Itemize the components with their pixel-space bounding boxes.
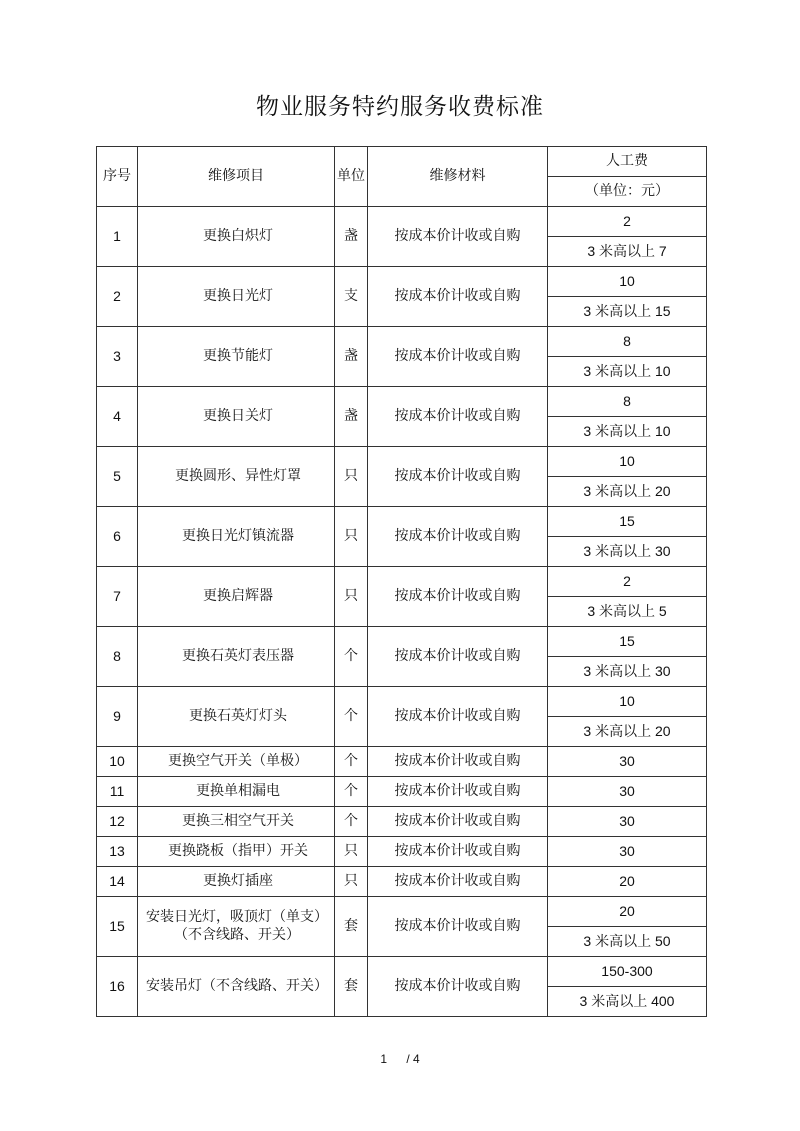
row-item: 更换节能灯 [138, 327, 335, 387]
row-material: 按成本价计收或自购 [368, 777, 548, 807]
row-unit: 只 [335, 567, 368, 627]
header-fee-unit: （单位：元） [548, 177, 707, 207]
row-item: 安装吊灯（不含线路、开关） [138, 957, 335, 1017]
table-row [97, 687, 707, 717]
table-row [97, 867, 707, 897]
row-fee-high: 3 米高以上 50 [548, 927, 707, 957]
table-row [97, 567, 707, 597]
row-fee: 2 [548, 207, 707, 237]
row-fee: 2 [548, 567, 707, 597]
row-fee-high: 3 米高以上 10 [548, 417, 707, 447]
row-item: 更换日关灯 [138, 387, 335, 447]
table-row [97, 627, 707, 657]
row-fee: 30 [548, 747, 707, 777]
row-material: 按成本价计收或自购 [368, 267, 548, 327]
row-number: 3 [97, 327, 138, 387]
row-unit: 套 [335, 957, 368, 1017]
row-material: 按成本价计收或自购 [368, 867, 548, 897]
row-fee-high: 3 米高以上 7 [548, 237, 707, 267]
row-material: 按成本价计收或自购 [368, 747, 548, 777]
row-unit: 只 [335, 837, 368, 867]
header-material: 维修材料 [368, 147, 548, 207]
row-item: 更换石英灯灯头 [138, 687, 335, 747]
row-unit: 只 [335, 867, 368, 897]
header-row [97, 147, 707, 177]
row-unit: 个 [335, 747, 368, 777]
row-fee: 15 [548, 507, 707, 537]
row-unit: 盏 [335, 207, 368, 267]
row-unit: 只 [335, 447, 368, 507]
row-fee: 20 [548, 867, 707, 897]
row-fee-high: 3 米高以上 10 [548, 357, 707, 387]
row-fee: 10 [548, 267, 707, 297]
row-number: 16 [97, 957, 138, 1017]
row-number: 1 [97, 207, 138, 267]
row-fee-high: 3 米高以上 30 [548, 657, 707, 687]
row-number: 7 [97, 567, 138, 627]
page-total: / 4 [406, 1052, 420, 1066]
row-item: 更换灯插座 [138, 867, 335, 897]
page-footer [0, 1052, 800, 1066]
table-row [97, 957, 707, 987]
row-item: 更换石英灯表压器 [138, 627, 335, 687]
row-material: 按成本价计收或自购 [368, 387, 548, 447]
row-number: 11 [97, 777, 138, 807]
row-fee: 150-300 [548, 957, 707, 987]
row-fee: 30 [548, 777, 707, 807]
row-fee: 30 [548, 807, 707, 837]
row-number: 2 [97, 267, 138, 327]
header-no: 序号 [97, 147, 138, 207]
row-fee: 15 [548, 627, 707, 657]
row-fee-high: 3 米高以上 400 [548, 987, 707, 1017]
table-row [97, 207, 707, 237]
row-unit: 只 [335, 507, 368, 567]
row-material: 按成本价计收或自购 [368, 207, 548, 267]
table-row [97, 837, 707, 867]
page-number: 1 [380, 1052, 387, 1066]
row-material: 按成本价计收或自购 [368, 447, 548, 507]
table-row [97, 387, 707, 417]
row-material: 按成本价计收或自购 [368, 567, 548, 627]
row-number: 5 [97, 447, 138, 507]
row-number: 13 [97, 837, 138, 867]
row-number: 6 [97, 507, 138, 567]
header-fee: 人工费 [548, 147, 707, 177]
row-item: 更换空气开关（单极） [138, 747, 335, 777]
header-unit: 单位 [335, 147, 368, 207]
table-row [97, 807, 707, 837]
row-item: 更换单相漏电 [138, 777, 335, 807]
row-fee: 8 [548, 327, 707, 357]
row-material: 按成本价计收或自购 [368, 627, 548, 687]
row-fee: 10 [548, 687, 707, 717]
row-material: 按成本价计收或自购 [368, 687, 548, 747]
row-fee-high: 3 米高以上 30 [548, 537, 707, 567]
fee-table [96, 146, 707, 1017]
row-fee: 20 [548, 897, 707, 927]
table-row [97, 897, 707, 927]
row-number: 8 [97, 627, 138, 687]
row-unit: 个 [335, 777, 368, 807]
row-unit: 盏 [335, 327, 368, 387]
row-item: 更换白炽灯 [138, 207, 335, 267]
row-material: 按成本价计收或自购 [368, 327, 548, 387]
row-fee-high: 3 米高以上 5 [548, 597, 707, 627]
row-item: 更换圆形、异性灯罩 [138, 447, 335, 507]
row-unit: 套 [335, 897, 368, 957]
row-number: 9 [97, 687, 138, 747]
table-row [97, 507, 707, 537]
page-title: 物业服务特约服务收费标准 [256, 94, 544, 120]
row-item: 更换启辉器 [138, 567, 335, 627]
table-row [97, 747, 707, 777]
row-unit: 盏 [335, 387, 368, 447]
row-number: 10 [97, 747, 138, 777]
row-fee-high: 3 米高以上 20 [548, 717, 707, 747]
row-number: 4 [97, 387, 138, 447]
row-fee: 8 [548, 387, 707, 417]
row-unit: 个 [335, 807, 368, 837]
row-number: 12 [97, 807, 138, 837]
row-item: 更换跷板（指甲）开关 [138, 837, 335, 867]
row-item: 安装日光灯，吸顶灯（单支）（不含线路、开关） [138, 897, 335, 957]
row-unit: 个 [335, 687, 368, 747]
row-item: 更换日光灯镇流器 [138, 507, 335, 567]
row-fee: 30 [548, 837, 707, 867]
table-row [97, 777, 707, 807]
table-row [97, 327, 707, 357]
row-material: 按成本价计收或自购 [368, 807, 548, 837]
table-row [97, 447, 707, 477]
row-material: 按成本价计收或自购 [368, 897, 548, 957]
row-number: 14 [97, 867, 138, 897]
table-row [97, 267, 707, 297]
row-fee-high: 3 米高以上 15 [548, 297, 707, 327]
row-fee-high: 3 米高以上 20 [548, 477, 707, 507]
row-unit: 个 [335, 627, 368, 687]
row-material: 按成本价计收或自购 [368, 957, 548, 1017]
row-item: 更换日光灯 [138, 267, 335, 327]
row-material: 按成本价计收或自购 [368, 837, 548, 867]
row-fee: 10 [548, 447, 707, 477]
row-unit: 支 [335, 267, 368, 327]
row-material: 按成本价计收或自购 [368, 507, 548, 567]
row-item: 更换三相空气开关 [138, 807, 335, 837]
header-item: 维修项目 [138, 147, 335, 207]
row-number: 15 [97, 897, 138, 957]
